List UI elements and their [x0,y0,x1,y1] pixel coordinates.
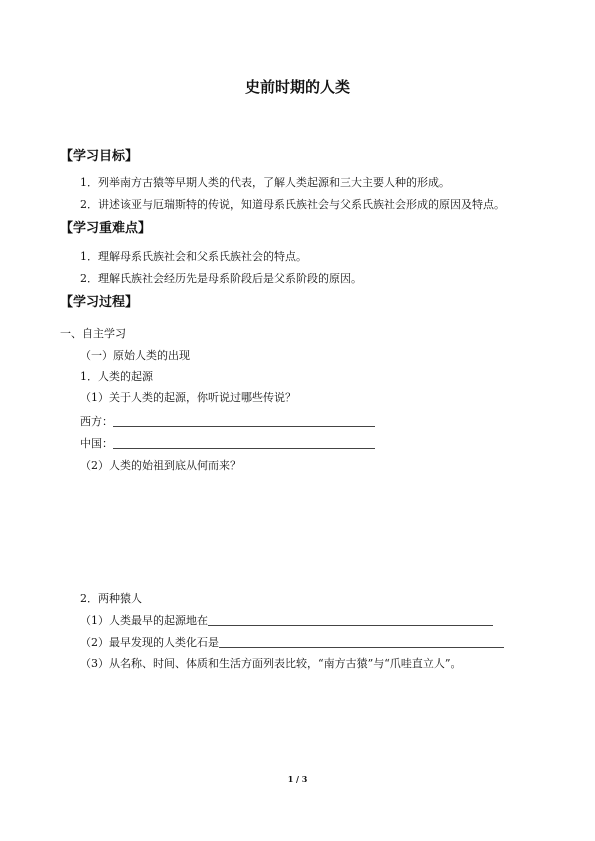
process-heading: 【学习过程】 [60,295,139,310]
west-label: 西方： [80,415,113,428]
goals-heading: 【学习目标】 [60,149,139,164]
china-answer-row [80,437,375,449]
key-points-heading: 【学习重难点】 [60,221,152,236]
china-label: 中国： [80,437,113,450]
goal-item-1: 1．列举南方古猿等早期人类的代表，了解人类起源和三大主要人种的形成。 [80,176,450,189]
origin-place-answer-line[interactable] [208,614,493,626]
item-two-apemen: 2．两种猿人 [80,592,142,605]
west-answer-line[interactable] [113,415,375,427]
subsection-origin: （一）原始人类的出现 [80,349,190,362]
page-title: 史前时期的人类 [244,78,350,96]
question-legends: （1）关于人类的起源，你听说过哪些传说？ [80,391,296,404]
earliest-fossil-row [80,636,504,648]
question-ancestor: （2）人类的始祖到底从何而来？ [80,459,241,472]
question-compare: （3）从名称、时间、体质和生活方面列表比较，“南方古猿”与“爪哇直立人”。 [80,657,462,670]
page-number: 1 / 3 [287,774,308,784]
question-earliest-fossil: （2）最早发现的人类化石是 [80,636,219,649]
key-point-item-1: 1．理解母系氏族社会和父系氏族社会的特点。 [80,250,307,263]
section-self-study: 一、自主学习 [60,327,126,340]
earliest-fossil-answer-line[interactable] [219,636,504,648]
west-answer-row [80,415,375,427]
item-human-origin: 1．人类的起源 [80,370,153,383]
question-origin-place: （1）人类最早的起源地在 [80,614,208,627]
china-answer-line[interactable] [113,437,375,449]
goal-item-2: 2．讲述该亚与厄瑞斯特的传说，知道母系氏族社会与父系氏族社会形成的原因及特点。 [80,198,505,211]
key-point-item-2: 2．理解氏族社会经历先是母系阶段后是父系阶段的原因。 [80,272,362,285]
origin-place-row [80,614,493,626]
